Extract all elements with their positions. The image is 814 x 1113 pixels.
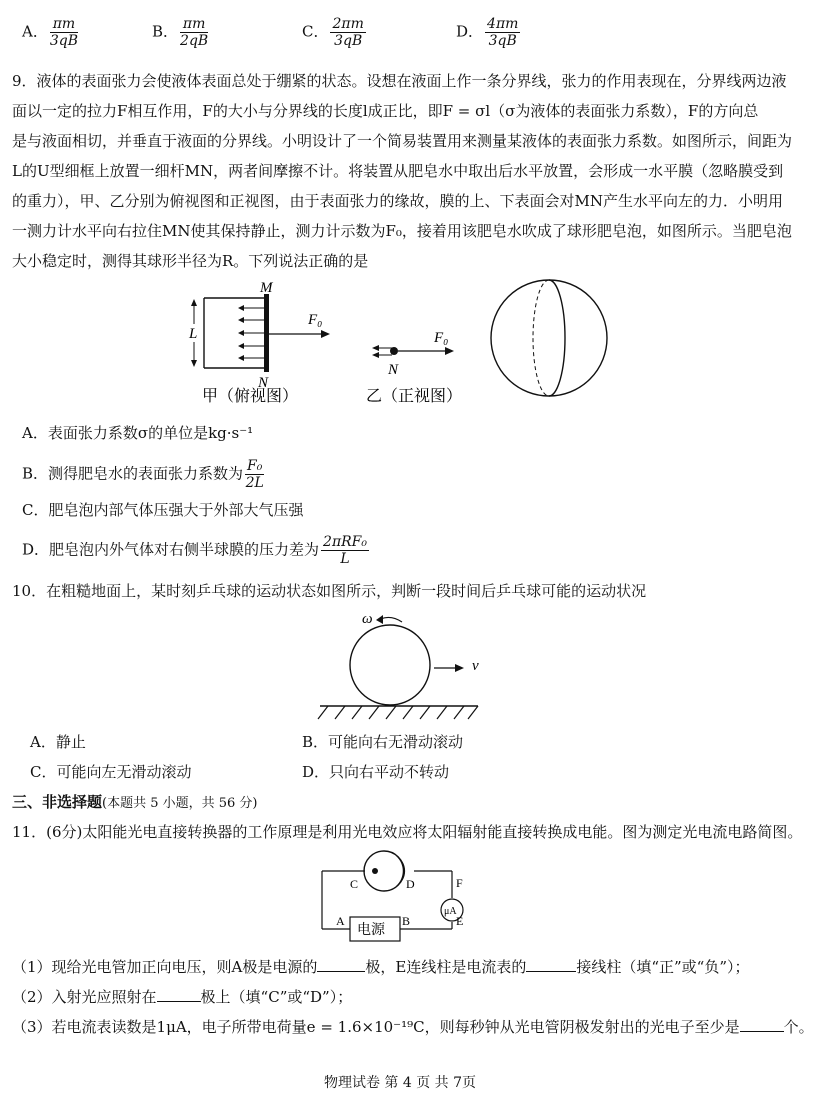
q9-line-4: L的U型细框上放置一细杆MN，两者间摩擦不计。将装置从肥皂水中取出后水平放置，会形成一水平膜（忽略膜受到	[12, 162, 784, 180]
q10-option-a: A．静止	[30, 733, 86, 751]
blank-1[interactable]	[317, 957, 365, 972]
blank-4[interactable]	[740, 1017, 784, 1032]
q10-option-d: D．只向右平动不转动	[302, 763, 450, 781]
q9-line-6: 一测力计水平向右拉住MN使其保持静止，测力计示数为F₀，接着用该肥皂水吹成了球形肥皂泡，如图所示。当肥皂泡	[12, 222, 792, 240]
q9-line-1: 9．液体的表面张力会使液体表面总处于绷紧的状态。设想在液面上作一条分界线，张力的作用表现在，分界线两边液	[12, 72, 787, 90]
q11-circuit	[310, 845, 480, 947]
q8-option-b: B． $\frac{\pi m}{2qB}$	[152, 16, 209, 49]
q11-stem: 11．(6分)太阳能光电直接转换器的工作原理是利用光电效应将太阳辐射能直接转换成电能。图为测定光电流电路简图。	[12, 823, 803, 841]
q10-stem: 10．在粗糙地面上，某时刻乒乓球的运动状态如图所示，判断一段时间后乒乓球可能的运动状况	[12, 582, 647, 600]
q11-sub-2: （2）入射光应照射在 极上（填“C”或“D”）；	[12, 988, 353, 1006]
ping-pong-ball	[350, 625, 430, 705]
caption-yi: 乙（正视图）	[366, 388, 463, 405]
q9-option-a: A．表面张力系数σ的单位是kg·s⁻¹	[22, 424, 254, 442]
label-source: 电源	[357, 923, 385, 938]
q10-figure	[310, 608, 490, 723]
blank-3[interactable]	[157, 987, 201, 1002]
label-v: v	[472, 658, 479, 674]
label-N-yi: N	[388, 362, 399, 378]
label-M: M	[260, 280, 273, 296]
q9-line-3: 是与液面相切，并垂直于液面的分界线。小明设计了一个简易装置用来测量某液体的表面张力系数。如图所示，间距为	[12, 132, 793, 150]
label-f0-jia: F₀	[308, 312, 323, 328]
q11-sub-3: （3）若电流表读数是1μA，电子所带电荷量e = 1.6×10⁻¹⁹C，则每秒钟从光电管阴极发射出的光电子至少是 个。	[12, 1018, 814, 1036]
q9-line-5: 的重力），甲、乙分别为俯视图和正视图，由于表面张力的缘故，膜的上、下表面会对MN产生水平向左的力．小明用	[12, 192, 783, 210]
label-D: D	[406, 877, 415, 891]
blank-2[interactable]	[526, 957, 576, 972]
label-F: F	[456, 876, 463, 890]
label-meter: μA	[444, 906, 457, 917]
q10-option-b: B．可能向右无滑动滚动	[302, 733, 464, 751]
rod-mn	[264, 294, 269, 372]
q8-option-c: C． $\frac{2\pi m}{3qB}$	[302, 16, 364, 49]
q9-figure	[180, 278, 600, 408]
label-omega: ω	[362, 611, 373, 627]
soap-bubble	[491, 280, 607, 396]
page-footer: 物理试卷 第 4 页 共 7页	[323, 1075, 477, 1091]
q9-option-d: D．肥皂泡内外气体对右侧半球膜的压力差为 $\frac{\text{2πRF₀}}{L}$	[22, 534, 368, 567]
q9-line-2: 面以一定的拉力F相互作用，F的大小与分界线的长度l成正比，即F = σl（σ为液体的表面张力系数），F的方向总	[12, 102, 759, 120]
photocell	[364, 851, 404, 891]
label-N: N	[258, 375, 269, 391]
label-E: E	[456, 914, 464, 928]
q8-option-a: A． $\frac{\pi m}{3qB}$	[22, 16, 79, 49]
caption-jia: 甲（俯视图）	[202, 388, 299, 405]
q9-option-c: C．肥皂泡内部气体压强大于外部大气压强	[22, 501, 304, 519]
label-A: A	[336, 914, 345, 928]
rod-dot	[390, 347, 398, 355]
section-3-heading: 三、非选择题(本题共 5 小题，共 56 分)	[12, 793, 258, 811]
q8-option-d: D． $\frac{4\pi m}{3qB}$	[456, 16, 519, 49]
label-C: C	[350, 877, 359, 891]
q11-sub-1: （1）现给光电管加正向电压，则A极是电源的 极，E连线柱是电流表的 接线柱（填“正”或“负”）；	[12, 958, 750, 976]
q9-line-7: 大小稳定时，测得其球形半径为R。下列说法正确的是	[12, 252, 369, 270]
label-B: B	[402, 914, 411, 928]
label-f0-yi: F₀	[434, 330, 449, 346]
q9-option-b: B．测得肥皂水的表面张力系数为 $\frac{\text{F₀}}{2L}$	[22, 458, 264, 491]
q10-option-c: C．可能向左无滑动滚动	[30, 763, 192, 781]
label-L: L	[189, 326, 198, 342]
